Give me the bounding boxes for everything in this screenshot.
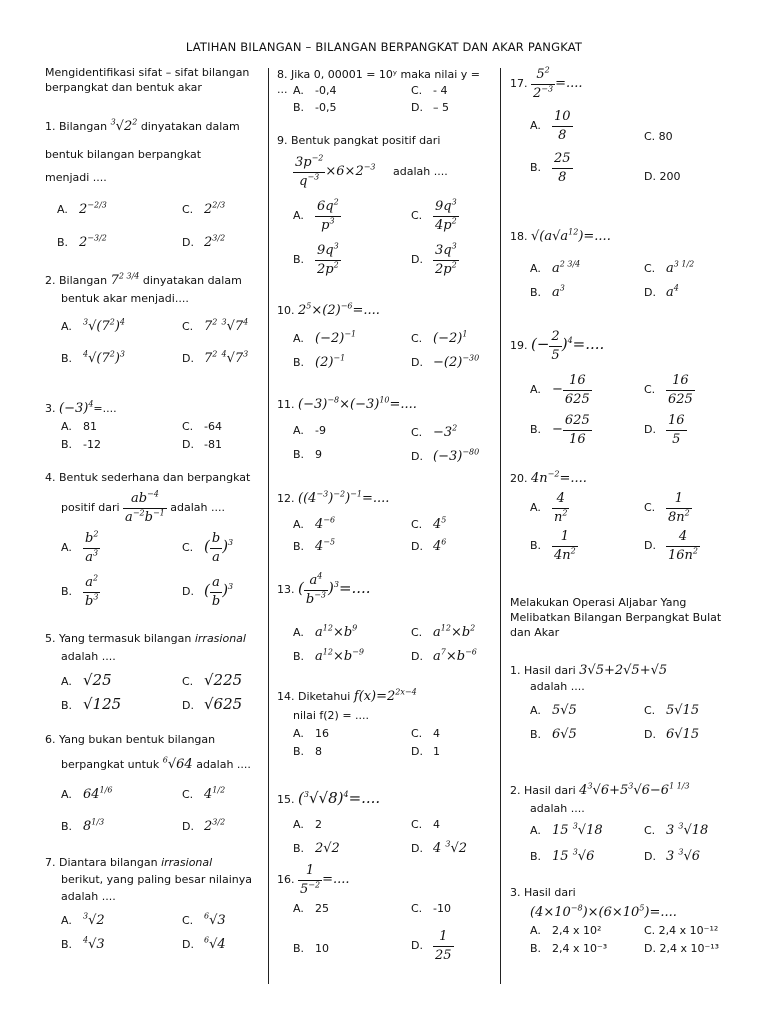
option-a[interactable]: A. $\frac{4}{n^2}$	[530, 491, 568, 525]
option-c[interactable]: C. $4^{1/2}$	[182, 785, 226, 802]
question-9-expression: $\frac{3p^{-2}}{q^{-3}}$ $\times 6\times 2^{-3}$ adalah ....	[295, 153, 448, 189]
option-d[interactable]: D. ( $\frac{a}{b}$ )$^3$	[182, 575, 234, 609]
question-12: 12. $((4^{-3})^{-2})^{-1}=$....	[277, 489, 390, 506]
option-b[interactable]: B. $\frac{a^2}{b^3}$	[61, 573, 99, 609]
question-1: 1. Bilangan $^3√2^2$ dinyatakan dalam	[45, 117, 240, 134]
problem-2-text: adalah ....	[530, 802, 585, 815]
option-d[interactable]: D. $\frac{16}{5}$	[644, 413, 685, 447]
option-c[interactable]: C. -64	[182, 420, 222, 433]
option-b[interactable]: B. $8^{1/3}$	[61, 817, 105, 834]
option-b[interactable]: B. $(2)^{-1}$	[293, 353, 346, 370]
option-a[interactable]: A. $^3√(7^2)^4$	[61, 317, 125, 334]
option-c[interactable]: C. $(-2)^1$	[411, 329, 468, 346]
page-title: LATIHAN BILANGAN – BILANGAN BERPANGKAT DAN AKAR PANGKAT	[185, 40, 583, 54]
question-6: 6. Yang bukan bentuk bilangan	[45, 733, 216, 746]
option-a[interactable]: A. -0,4	[293, 84, 337, 97]
question-7: 7. Diantara bilangan irrasional	[45, 856, 213, 869]
option-d[interactable]: D. $\frac{1}{25}$	[411, 929, 452, 963]
option-c[interactable]: C. 2,4 x 10⁻¹²	[644, 924, 719, 937]
option-d[interactable]: D. $a^4$	[644, 283, 679, 300]
option-c[interactable]: C. 4	[411, 818, 440, 831]
question-20: 20. $4n^{-2}=$....	[510, 469, 587, 486]
option-c[interactable]: C. -10	[411, 902, 451, 915]
option-a[interactable]: A. $^3$√2	[61, 911, 105, 928]
question-7-text: berikut, yang paling besar nilainya	[61, 873, 252, 886]
option-a[interactable]: A. $\frac{b^2}{a^3}$	[61, 529, 99, 565]
question-13: 13. ( $\frac{a^4}{b^{-3}}$ )$^3$=....	[277, 571, 371, 607]
problem-2: 2. Hasil dari $4^3√6+5^3√6-6^{1 1/3}$	[510, 781, 690, 798]
option-b[interactable]: B. 15 $^3$√6	[530, 847, 595, 864]
question-7-text: adalah ....	[61, 890, 116, 903]
option-b[interactable]: B. 2,4 x 10⁻³	[530, 942, 608, 955]
option-d[interactable]: D. 6√15	[644, 727, 700, 742]
option-a[interactable]: A. -9	[293, 424, 326, 437]
column-divider	[500, 68, 501, 984]
option-a[interactable]: A. 81	[61, 420, 97, 433]
option-b[interactable]: B. $4^{-5}$	[293, 537, 336, 554]
option-b[interactable]: B. $^4√(7^2)^3$	[61, 349, 125, 366]
option-b[interactable]: B. − $\frac{625}{16}$	[530, 413, 590, 447]
option-b[interactable]: B. $\frac{9q^3}{2p^2}$	[293, 241, 339, 277]
option-d[interactable]: D. 2,4 x 10⁻¹³	[644, 942, 720, 955]
problem-3-expression: $(4\times 10^{-8})\times(6\times 10^5)=$....	[530, 903, 677, 920]
option-c[interactable]: C. $4^5$	[411, 515, 447, 532]
cube-root-expression: $^3√2^2$	[110, 117, 138, 134]
option-c[interactable]: C. $a^{12}\times b^2$	[411, 623, 476, 640]
section-heading: Melakukan Operasi Aljabar Yang Melibatkan Bilangan Berpangkat Bulat dan Akar	[510, 596, 722, 639]
option-d[interactable]: D. -81	[182, 438, 222, 451]
option-c[interactable]: C. $\frac{1}{8n^2}$	[644, 491, 690, 525]
option-b[interactable]: B. $\frac{1}{4n^2}$	[530, 529, 576, 563]
option-c[interactable]: C. $^6$√3	[182, 911, 226, 928]
option-a[interactable]: A. $\frac{6q^2}{p^3}$	[293, 197, 339, 233]
option-c[interactable]: C. 80	[644, 130, 673, 143]
question-18: 18. $√(a√a^{12})=$....	[510, 227, 611, 244]
option-b[interactable]: B. $a^3$	[530, 283, 565, 300]
option-b[interactable]: B. 10	[293, 942, 329, 955]
question-9: 9. Bentuk pangkat positif dari	[277, 134, 441, 147]
option-d[interactable]: D. – 5	[411, 101, 449, 114]
option-a[interactable]: A. $4^{-6}$	[293, 515, 336, 532]
question-8: 8. Jika 0, 00001 = 10ʸ maka nilai y = ...	[277, 68, 480, 96]
option-b[interactable]: B. -12	[61, 438, 101, 451]
option-d[interactable]: D. 4 $^3$√2	[411, 839, 468, 856]
option-b[interactable]: B. 6√5	[530, 727, 577, 742]
option-b[interactable]: B. 8	[293, 745, 322, 758]
option-a[interactable]: A. 16	[293, 727, 329, 740]
question-4-text: positif dari $\frac{ab^{-4}}{a^{-2}b^{-1}}$ adalah ....	[61, 489, 225, 525]
option-d[interactable]: D. $7^2$ $^4√7^3$	[182, 349, 249, 366]
option-a[interactable]: A. 15 $^3$√18	[530, 821, 603, 838]
option-c[interactable]: C. √225	[182, 671, 243, 689]
option-a[interactable]: A. $\frac{10}{8}$	[530, 109, 571, 143]
option-c[interactable]: C. ( $\frac{b}{a}$ )$^3$	[182, 531, 234, 565]
question-16: 16. $\frac{1}{5^{-2}}$ =....	[277, 863, 350, 897]
option-b[interactable]: B. $^4$√3	[61, 935, 105, 952]
question-17: 17. $\frac{5^2}{2^{-3}}$ =....	[510, 65, 583, 101]
option-d[interactable]: D. $\frac{4}{16n^2}$	[644, 529, 699, 563]
problem-3: 3. Hasil dari	[510, 886, 576, 899]
option-d[interactable]: D. $a^7\times b^{-6}$	[411, 647, 477, 664]
option-d[interactable]: D. 3 $^3$√6	[644, 847, 701, 864]
option-b[interactable]: B. $\frac{25}{8}$	[530, 151, 571, 185]
option-a[interactable]: A. − $\frac{16}{625}$	[530, 373, 590, 407]
option-d[interactable]: D. 200	[644, 170, 681, 183]
option-a[interactable]: A. $2^{-2/3}$	[57, 200, 107, 217]
question-5: 5. Yang termasuk bilangan irrasional	[45, 632, 246, 645]
option-c[interactable]: C. $-3^2$	[411, 423, 458, 440]
question-5-text: adalah ....	[61, 650, 116, 663]
option-a[interactable]: A. 2	[293, 818, 322, 831]
option-d[interactable]: D. $2^{3/2}$	[182, 233, 226, 250]
question-6-text: berpangkat untuk $^6$√64 adalah ....	[61, 755, 251, 772]
option-c[interactable]: C. 3 $^3$√18	[644, 821, 709, 838]
option-d[interactable]: D. $4^6$	[411, 537, 447, 554]
question-14-text: nilai f(2) = ....	[293, 709, 370, 722]
question-10: 10. $2^5\times(2)^{-6}=$....	[277, 301, 380, 318]
option-d[interactable]: D. $-(2)^{-30}$	[411, 353, 480, 370]
option-d[interactable]: D. 1	[411, 745, 440, 758]
option-a[interactable]: A. $(-2)^{-1}$	[293, 329, 357, 346]
option-d[interactable]: D. $^6$√4	[182, 935, 226, 952]
question-2: 2. Bilangan $7^{2 3/4}$ dinyatakan dalam	[45, 271, 242, 288]
question-1-text: menjadi ....	[45, 171, 107, 184]
option-b[interactable]: B. $2^{-3/2}$	[57, 233, 107, 250]
question-15: 15. $(^3√√8)^4=$....	[277, 789, 381, 807]
question-19: 19. (− $\frac{2}{5}$ )$^4$=....	[510, 329, 605, 363]
option-d[interactable]: D. √625	[182, 695, 243, 713]
problem-1-text: adalah ....	[530, 680, 585, 693]
option-c[interactable]: C. $7^2$ $^3√7^4$	[182, 317, 249, 334]
option-a[interactable]: A. 2,4 x 10²	[530, 924, 602, 937]
option-c[interactable]: C. $a^{3 1/2}$	[644, 259, 695, 276]
option-c[interactable]: C. 5√15	[644, 703, 700, 718]
option-d[interactable]: D. $\frac{3q^3}{2p^2}$	[411, 241, 457, 277]
question-1-text: bentuk bilangan berpangkat	[45, 148, 202, 161]
question-11: 11. $(-3)^{-8}\times(-3)^{10}=$....	[277, 395, 417, 412]
option-b[interactable]: B. 2√2	[293, 841, 340, 856]
question-2-text: bentuk akar menjadi....	[61, 292, 189, 305]
option-c[interactable]: C. 4	[411, 727, 440, 740]
option-c[interactable]: C. - 4	[411, 84, 448, 97]
problem-1: 1. Hasil dari 3√5+2√5+√5	[510, 663, 668, 678]
option-b[interactable]: B. √125	[61, 695, 122, 713]
option-b[interactable]: B. 9	[293, 448, 322, 461]
option-b[interactable]: B. -0,5	[293, 101, 337, 114]
option-a[interactable]: A. √25	[61, 671, 112, 689]
question-14: 14. Diketahui $f(x)=2^{2x-4}$	[277, 687, 417, 704]
option-a[interactable]: A. 25	[293, 902, 329, 915]
option-c[interactable]: C. $2^{2/3}$	[182, 200, 226, 217]
question-3: 3. $(-3)^4=$....	[45, 399, 117, 416]
option-a[interactable]: A. 5√5	[530, 703, 577, 718]
question-4: 4. Bentuk sederhana dan berpangkat	[45, 471, 251, 484]
option-a[interactable]: A. $a^{2 3/4}$	[530, 259, 581, 276]
option-b[interactable]: B. $a^{12}\times b^{-9}$	[293, 647, 364, 664]
option-c[interactable]: C. $\frac{9q^3}{4p^2}$	[411, 197, 457, 233]
section-heading: Mengidentifikasi sifat – sifat bilangan berpangkat dan bentuk akar	[45, 66, 250, 94]
option-d[interactable]: D. $(-3)^{-80}$	[411, 447, 480, 464]
option-c[interactable]: C. $\frac{16}{625}$	[644, 373, 693, 407]
option-a[interactable]: A. $a^{12}\times b^9$	[293, 623, 358, 640]
option-a[interactable]: A. $64^{1/6}$	[61, 785, 113, 802]
option-d[interactable]: D. $2^{3/2}$	[182, 817, 226, 834]
